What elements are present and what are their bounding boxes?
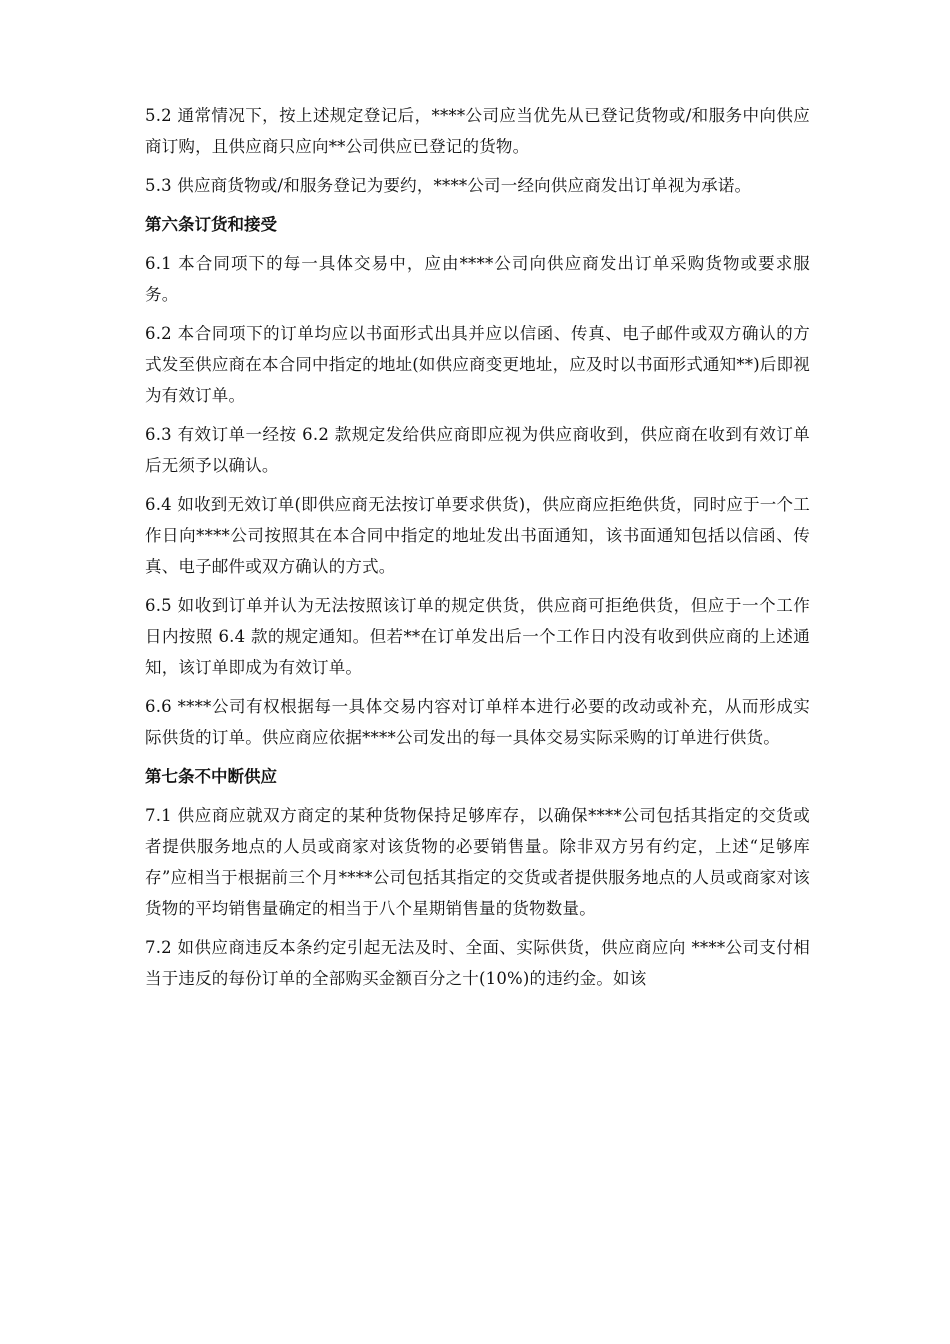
article-7-heading: 第七条不中断供应 <box>145 767 277 786</box>
clause-7-1: 7.1 供应商应就双方商定的某种货物保持足够库存，以确保****公司包括其指定的交货或者提供服务地点的人员或商家对该货物的必要销售量。除非双方另有约定，上述“足够库存”应相当于根据前三个月****公司包括其指定的交货或者提供服务地点的人员或商家对该货物的平均销售量确定的相当于八个星期销售量的货物数量。 <box>145 806 810 918</box>
clause-6-4: 6.4 如收到无效订单(即供应商无法按订单要求供货)，供应商应拒绝供货，同时应于一个工作日向****公司按照其在本合同中指定的地址发出书面通知，该书面通知包括以信函、传真、电子邮件或双方确认的方式。 <box>145 495 810 576</box>
clause-5-2: 5.2 通常情况下，按上述规定登记后，****公司应当优先从已登记货物或/和服务中向供应商订购，且供应商只应向**公司供应已登记的货物。 <box>145 106 810 156</box>
clause-6-3: 6.3 有效订单一经按 6.2 款规定发给供应商即应视为供应商收到，供应商在收到有效订单后无须予以确认。 <box>145 425 810 475</box>
clause-7-2: 7.2 如供应商违反本条约定引起无法及时、全面、实际供货，供应商应向 ****公司支付相当于违反的每份订单的全部购买金额百分之十(10%)的违约金。如该 <box>145 938 810 988</box>
article-6-heading: 第六条订货和接受 <box>145 215 277 234</box>
clause-6-6: 6.6 ****公司有权根据每一具体交易内容对订单样本进行必要的改动或补充，从而形成实际供货的订单。供应商应依据****公司发出的每一具体交易实际采购的订单进行供货。 <box>145 697 810 747</box>
clause-6-2: 6.2 本合同项下的订单均应以书面形式出具并应以信函、传真、电子邮件或双方确认的方式发至供应商在本合同中指定的地址(如供应商变更地址，应及时以书面形式通知**)后即视为有效订单。 <box>145 324 810 405</box>
document-page <box>145 100 810 1002</box>
clause-5-3: 5.3 供应商货物或/和服务登记为要约，****公司一经向供应商发出订单视为承诺。 <box>145 176 752 195</box>
clause-6-1: 6.1 本合同项下的每一具体交易中，应由****公司向供应商发出订单采购货物或要求服务。 <box>145 254 810 304</box>
clause-6-5: 6.5 如收到订单并认为无法按照该订单的规定供货，供应商可拒绝供货，但应于一个工作日内按照 6.4 款的规定通知。但若**在订单发出后一个工作日内没有收到供应商的上述通知，该订单即成为有效订单。 <box>145 596 810 677</box>
